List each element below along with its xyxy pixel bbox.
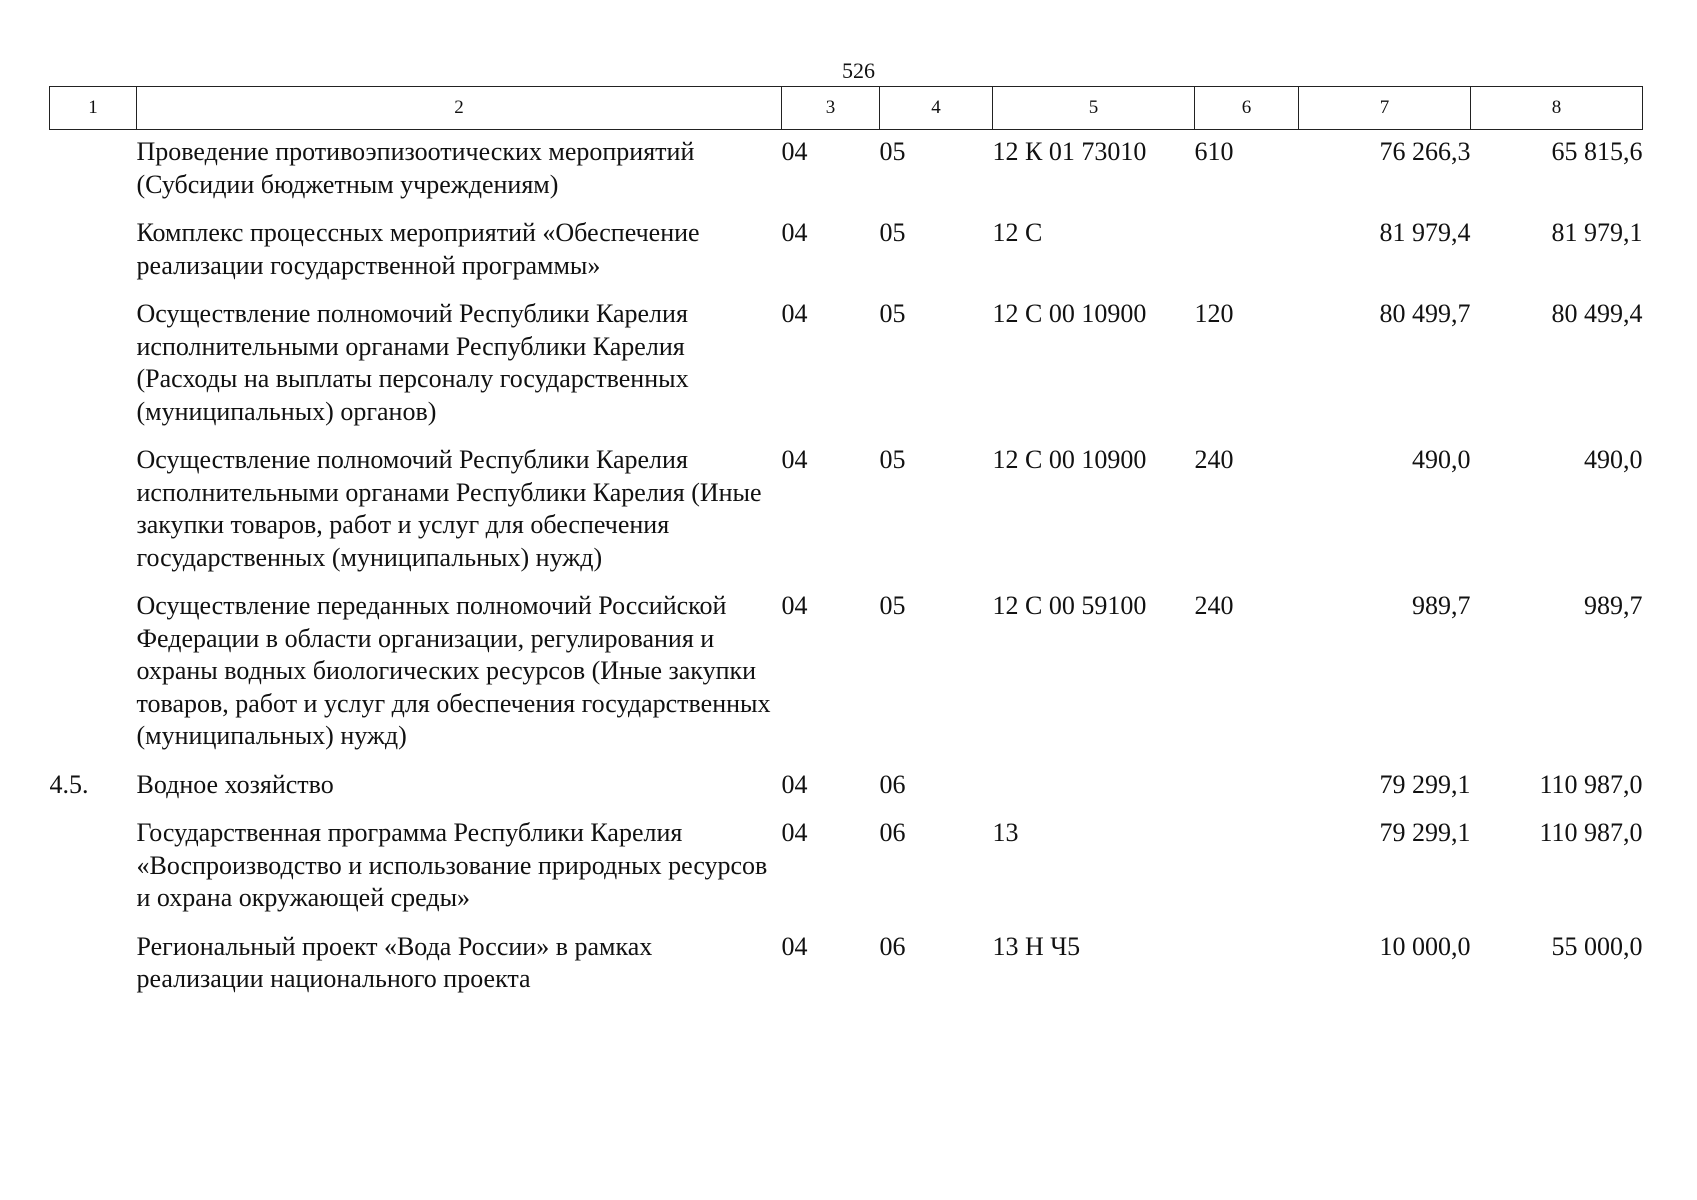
row-description: Осуществление полномочий Республики Карелия исполнительными органами Республики Карелия (Расходы на выплаты персоналу государственных (муниципальных) органов) bbox=[136, 299, 689, 426]
row-section-code: 04 bbox=[781, 931, 808, 961]
row-number bbox=[50, 217, 137, 298]
table-row bbox=[50, 931, 1643, 996]
header-col-4: 4 bbox=[880, 87, 993, 130]
row-amount-col7: 989,7 bbox=[1412, 591, 1471, 620]
table-row bbox=[50, 298, 1643, 444]
row-number bbox=[50, 130, 137, 218]
row-target-article bbox=[993, 769, 1195, 818]
header-col-6: 6 bbox=[1195, 87, 1299, 130]
row-section-code: 04 bbox=[781, 591, 808, 620]
row-expense-type: 120 bbox=[1194, 299, 1234, 328]
row-amount-col8: 80 499,4 bbox=[1551, 299, 1643, 328]
row-description: Региональный проект «Вода России» в рамках реализации национального проекта bbox=[136, 931, 653, 993]
row-description: Осуществление полномочий Республики Карелия исполнительными органами Республики Карелия (Иные закупки товаров, работ и услуг для обеспечения государственных (муниципальных) нужд) bbox=[136, 445, 762, 572]
budget-table bbox=[49, 86, 1643, 996]
row-description: Проведение противоэпизоотических мероприятий (Субсидии бюджетным учреждениям) bbox=[136, 137, 695, 199]
row-amount-col7: 10 000,0 bbox=[1379, 931, 1471, 961]
row-subsection-code: 06 bbox=[879, 818, 906, 847]
table-row bbox=[50, 217, 1643, 298]
table-row bbox=[50, 444, 1643, 590]
row-amount-col8: 490,0 bbox=[1584, 445, 1643, 474]
row-number bbox=[50, 931, 137, 996]
row-subsection-code: 05 bbox=[879, 218, 906, 247]
row-description: Комплекс процессных мероприятий «Обеспечение реализации государственной программы» bbox=[136, 218, 700, 280]
row-section-code: 04 bbox=[781, 769, 808, 799]
header-col-2: 2 bbox=[137, 87, 782, 130]
row-amount-col7: 490,0 bbox=[1412, 445, 1471, 474]
row-amount-col8: 65 815,6 bbox=[1551, 137, 1643, 166]
page-number: 526 bbox=[842, 58, 875, 83]
header-col-5: 5 bbox=[993, 87, 1195, 130]
table-row bbox=[50, 817, 1643, 931]
header-col-3: 3 bbox=[782, 87, 880, 130]
row-target-article: 12 С 00 10900 bbox=[992, 445, 1147, 474]
row-expense-type: 240 bbox=[1194, 591, 1234, 620]
row-expense-type bbox=[1195, 817, 1299, 931]
row-amount-col8: 110 987,0 bbox=[1539, 818, 1643, 847]
row-number bbox=[50, 817, 137, 931]
row-section-code: 04 bbox=[781, 299, 808, 328]
row-amount-col7: 76 266,3 bbox=[1379, 137, 1471, 166]
row-amount-col7: 81 979,4 bbox=[1379, 218, 1471, 247]
table-row bbox=[50, 769, 1643, 818]
table-row bbox=[50, 590, 1643, 769]
row-target-article: 12 С 00 10900 bbox=[992, 299, 1147, 328]
row-section-code: 04 bbox=[781, 445, 808, 474]
row-subsection-code: 06 bbox=[879, 931, 906, 961]
header-row bbox=[50, 87, 1643, 130]
header-col-1: 1 bbox=[50, 87, 137, 130]
row-amount-col8: 989,7 bbox=[1584, 591, 1643, 620]
row-section-code: 04 bbox=[781, 137, 808, 166]
row-target-article: 12 С bbox=[992, 218, 1043, 247]
row-amount-col7: 80 499,7 bbox=[1379, 299, 1471, 328]
header-col-8: 8 bbox=[1471, 87, 1643, 130]
row-number bbox=[50, 590, 137, 769]
row-number bbox=[50, 298, 137, 444]
row-expense-type: 610 bbox=[1194, 137, 1234, 166]
row-amount-col8: 55 000,0 bbox=[1551, 931, 1643, 961]
row-number bbox=[50, 444, 137, 590]
row-amount-col7: 79 299,1 bbox=[1379, 769, 1471, 799]
row-amount-col7: 79 299,1 bbox=[1379, 818, 1471, 847]
row-description: Осуществление переданных полномочий Российской Федерации в области организации, регулирования и охраны водных биологических ресурсов (Иные закупки товаров, работ и услуг для обеспечения государственных (муниципальных) нужд) bbox=[136, 591, 771, 750]
row-expense-type bbox=[1195, 217, 1299, 298]
row-section-code: 04 bbox=[781, 818, 808, 847]
row-subsection-code: 05 bbox=[879, 591, 906, 620]
header-col-7: 7 bbox=[1299, 87, 1471, 130]
row-expense-type: 240 bbox=[1194, 445, 1234, 474]
row-target-article: 13 bbox=[992, 818, 1019, 847]
row-description: Водное хозяйство bbox=[136, 769, 334, 799]
row-target-article: 12 К 01 73010 bbox=[992, 137, 1147, 166]
row-amount-col8: 81 979,1 bbox=[1551, 218, 1643, 247]
row-number: 4.5. bbox=[49, 769, 89, 799]
row-amount-col8: 110 987,0 bbox=[1539, 769, 1643, 799]
row-subsection-code: 05 bbox=[879, 299, 906, 328]
row-target-article: 13 Н Ч5 bbox=[992, 931, 1081, 961]
row-expense-type bbox=[1195, 931, 1299, 996]
row-expense-type bbox=[1195, 769, 1299, 818]
table-row bbox=[50, 130, 1643, 218]
row-section-code: 04 bbox=[781, 218, 808, 247]
row-description: Государственная программа Республики Карелия «Воспроизводство и использование природных ресурсов и охрана окружающей среды» bbox=[136, 818, 768, 912]
row-subsection-code: 05 bbox=[879, 137, 906, 166]
row-subsection-code: 05 bbox=[879, 445, 906, 474]
row-target-article: 12 С 00 59100 bbox=[992, 591, 1147, 620]
row-subsection-code: 06 bbox=[879, 769, 906, 799]
